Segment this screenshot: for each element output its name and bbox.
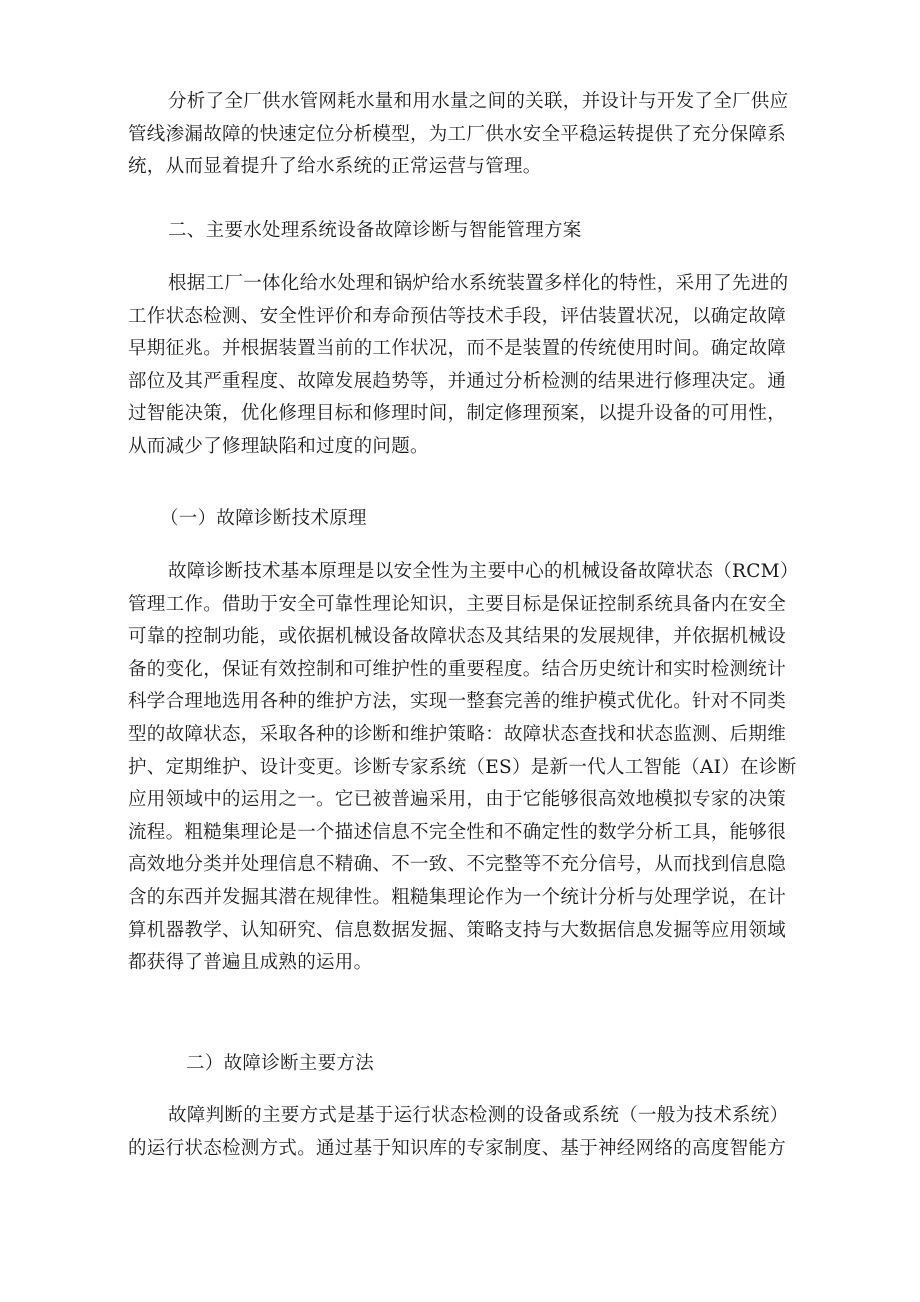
paragraph-line: 高效地分类并处理信息不精确、不一致、不完整等不充分信号，从而找到信息隐 <box>128 854 787 876</box>
paragraph-line: 故障判断的主要方式是基于运行状态检测的设备或系统（一般为技术系统） <box>168 1105 789 1126</box>
paragraph-line: 工作状态检测、安全性评价和寿命预估等技术手段，评估装置状况，以确定故障 <box>128 305 787 327</box>
paragraph-line: 算机器教学、认知研究、信息数据发掘、策略支持与大数据信息发掘等应用领域 <box>128 919 787 941</box>
paragraph-line: 从而减少了修理缺陷和过度的问题。 <box>128 435 429 457</box>
paragraph-line: 含的东西并发掘其潜在规律性。粗糙集理论作为一个统计分析与处理学说，在计 <box>128 886 787 908</box>
paragraph-line: 根据工厂一体化给水处理和锅炉给水系统装置多样化的特性，采用了先进的 <box>168 273 789 294</box>
paragraph-line: 部位及其严重程度、故障发展趋势等，并通过分析检测的结果进行修理决定。通 <box>128 370 787 392</box>
paragraph-line: 过智能决策，优化修理目标和修理时间，制定修理预案，以提升设备的可用性， <box>128 403 787 425</box>
paragraph-line: 都获得了普遍且成熟的运用。 <box>128 952 373 974</box>
subsection-heading-principle: （一）故障诊断技术原理 <box>160 508 367 529</box>
paragraph-line: 型的故障状态，采取各种的诊断和维护策略：故障状态查找和状态监测、后期维 <box>128 723 787 745</box>
paragraph-water-network <box>128 86 792 184</box>
paragraph-diagnosis-plan <box>128 268 792 464</box>
paragraph-line: 分析了全厂供水管网耗水量和用水量之间的关联，并设计与开发了全厂供应 <box>168 91 789 112</box>
subsection-heading-methods: 二）故障诊断主要方法 <box>186 1053 375 1074</box>
paragraph-line: 故障诊断技术基本原理是以安全性为主要中心的机械设备故障状态（RCM） <box>168 561 799 582</box>
paragraph-line: 的运行状态检测方式。通过基于知识库的专家制度、基于神经网络的高度智能方 <box>128 1137 787 1159</box>
paragraph-diagnosis-methods <box>128 1100 792 1165</box>
paragraph-line: 护、定期维护、设计变更。诊断专家系统（ES）是新一代人工智能（AI）在诊断 <box>128 756 797 778</box>
paragraph-line: 统，从而显着提升了给水系统的正常运营与管理。 <box>128 156 542 178</box>
paragraph-line: 管线渗漏故障的快速定位分析模型，为工厂供水安全平稳运转提供了充分保障系 <box>128 123 787 145</box>
paragraph-line: 可靠的控制功能，或依据机械设备故障状态及其结果的发展规律，并依据机械设 <box>128 626 787 648</box>
paragraph-line: 流程。粗糙集理论是一个描述信息不完全性和不确定性的数学分析工具，能够很 <box>128 821 787 843</box>
paragraph-line: 备的变化，保证有效控制和可维护性的重要程度。结合历史统计和实时检测统计 <box>128 658 787 680</box>
paragraph-line: 早期征兆。并根据装置当前的工作状况，而不是装置的传统使用时间。确定故障 <box>128 338 787 360</box>
paragraph-line: 科学合理地选用各种的维护方法，实现一整套完善的维护模式优化。针对不同类 <box>128 691 787 713</box>
section-heading-fault-diagnosis: 二、主要水处理系统设备故障诊断与智能管理方案 <box>168 220 582 241</box>
paragraph-diagnosis-principle <box>128 556 799 980</box>
paragraph-line: 应用领域中的运用之一。它已被普遍采用，由于它能够很高效地模拟专家的决策 <box>128 789 787 811</box>
paragraph-line: 管理工作。借助于安全可靠性理论知识，主要目标是保证控制系统具备内在安全 <box>128 593 787 615</box>
